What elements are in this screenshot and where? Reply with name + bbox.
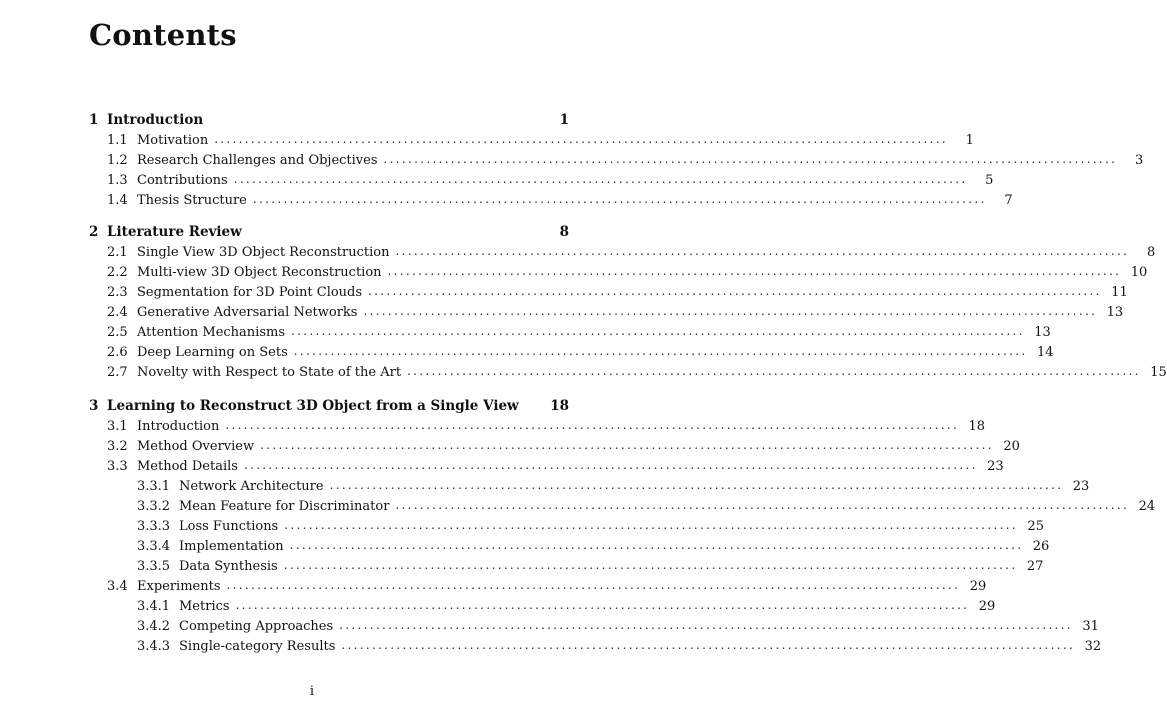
dot-leader: ........................................................................................................................: [233, 172, 968, 186]
section-title: Method Overview: [137, 439, 255, 454]
section-page: 11: [1111, 285, 1128, 300]
section-page: 18: [968, 419, 986, 434]
dot-leader: ........................................................................................................................: [289, 538, 1024, 552]
section-title: Research Challenges and Objectives: [137, 153, 378, 168]
section-page: 25: [1027, 519, 1044, 534]
chapter-title: Introduction: [107, 112, 204, 128]
section-page: 14: [1036, 345, 1054, 360]
section-number: 3.3.4: [137, 539, 171, 554]
section-page: 31: [1082, 619, 1099, 634]
dot-leader: ........................................................................................................................: [291, 324, 1025, 338]
toc-subsection[interactable]: [137, 537, 1050, 555]
toc-section[interactable]: [107, 577, 987, 595]
toc-section[interactable]: [107, 243, 1156, 261]
section-title: Experiments: [137, 579, 221, 594]
dot-leader: ........................................................................................................................: [260, 438, 994, 452]
section-number: 1.3: [107, 173, 128, 188]
section-title: Motivation: [137, 133, 209, 148]
section-title: Novelty with Respect to State of the Art: [137, 365, 402, 380]
section-page: 13: [1106, 305, 1124, 320]
dot-leader: ........................................................................................................................: [226, 578, 961, 592]
toc-section[interactable]: [107, 457, 1004, 475]
toc-section[interactable]: [107, 343, 1054, 361]
toc-subsection[interactable]: [137, 637, 1102, 655]
section-title: Introduction: [137, 419, 220, 434]
toc-subsection[interactable]: [137, 497, 1156, 515]
section-page: 23: [1072, 479, 1090, 494]
toc-subsection[interactable]: [137, 597, 996, 615]
section-number: 2.1: [107, 245, 128, 260]
section-number: 2.4: [107, 305, 128, 320]
toc-section[interactable]: [107, 283, 1128, 301]
toc-chapter[interactable]: [89, 396, 569, 414]
section-number: 3.4.3: [137, 639, 171, 654]
section-number: 2.5: [107, 325, 128, 340]
section-page: 20: [1003, 439, 1020, 454]
chapter-number: 3: [89, 398, 99, 414]
toc-subsection[interactable]: [137, 617, 1099, 635]
section-page: 3: [1134, 153, 1144, 168]
toc-section[interactable]: [107, 363, 1167, 381]
section-title: Loss Functions: [179, 519, 279, 534]
section-page: 29: [969, 579, 987, 594]
section-title: Metrics: [179, 599, 230, 614]
dot-leader: ........................................................................................................................: [235, 598, 970, 612]
section-title: Mean Feature for Discriminator: [179, 499, 390, 514]
section-page: 15: [1150, 365, 1167, 380]
page-number: i: [309, 684, 315, 699]
section-page: 29: [978, 599, 996, 614]
section-title: Multi-view 3D Object Reconstruction: [137, 265, 382, 280]
section-page: 7: [1004, 193, 1013, 208]
section-title: Attention Mechanisms: [137, 325, 285, 340]
toc-subsection[interactable]: [137, 557, 1044, 575]
toc-section[interactable]: [107, 191, 1013, 209]
section-number: 3.4.2: [137, 619, 171, 634]
section-title: Thesis Structure: [137, 193, 247, 208]
section-title: Single View 3D Object Reconstruction: [137, 245, 390, 260]
dot-leader: ........................................................................................................................: [293, 344, 1028, 358]
section-page: 24: [1138, 499, 1156, 514]
toc-section[interactable]: [107, 303, 1124, 321]
section-number: 1.4: [107, 193, 128, 208]
section-title: Method Details: [137, 459, 238, 474]
dot-leader: ........................................................................................................................: [407, 364, 1141, 378]
section-number: 3.4.1: [137, 599, 171, 614]
toc-section[interactable]: [107, 437, 1020, 455]
toc-section[interactable]: [107, 323, 1051, 341]
section-page: 13: [1034, 325, 1051, 340]
section-number: 2.6: [107, 345, 128, 360]
dot-leader: ........................................................................................................................: [341, 638, 1076, 652]
section-title: Competing Approaches: [179, 619, 334, 634]
section-page: 5: [985, 173, 994, 188]
dot-leader: ........................................................................................................................: [225, 418, 960, 432]
dot-leader: ........................................................................................................................: [387, 264, 1122, 278]
section-number: 3.3.3: [137, 519, 171, 534]
toc-section[interactable]: [107, 171, 994, 189]
dot-leader: ........................................................................................................................: [252, 192, 987, 206]
section-title: Data Synthesis: [179, 559, 278, 574]
toc-section[interactable]: [107, 131, 974, 149]
section-number: 3.2: [107, 439, 128, 454]
section-number: 3.3: [107, 459, 128, 474]
chapter-page: 1: [559, 112, 569, 128]
section-title: Segmentation for 3D Point Clouds: [137, 285, 363, 300]
section-number: 3.3.2: [137, 499, 171, 514]
section-title: Contributions: [137, 173, 228, 188]
section-number: 1.2: [107, 153, 128, 168]
section-title: Single-category Results: [179, 639, 336, 654]
dot-leader: ........................................................................................................................: [339, 618, 1073, 632]
section-title: Implementation: [179, 539, 284, 554]
dot-leader: ........................................................................................................................: [395, 244, 1130, 258]
section-number: 3.3.1: [137, 479, 171, 494]
chapter-page: 8: [559, 224, 569, 240]
chapter-title: Learning to Reconstruct 3D Object from a Single View: [107, 398, 519, 414]
chapter-number: 2: [89, 224, 99, 240]
section-number: 3.4: [107, 579, 128, 594]
section-page: 27: [1026, 559, 1044, 574]
section-number: 3.3.5: [137, 559, 171, 574]
chapter-page: 18: [550, 398, 569, 414]
section-number: 1.1: [107, 133, 128, 148]
chapter-title: Literature Review: [107, 224, 242, 240]
dot-leader: ........................................................................................................................: [243, 458, 978, 472]
toc-chapter[interactable]: [89, 110, 569, 128]
section-title: Deep Learning on Sets: [137, 345, 288, 360]
toc-section[interactable]: [107, 417, 986, 435]
dot-leader: ........................................................................................................................: [363, 304, 1098, 318]
page-title: Contents: [89, 18, 237, 52]
section-page: 26: [1032, 539, 1050, 554]
section-page: 1: [965, 133, 974, 148]
toc-section[interactable]: [107, 151, 1144, 169]
dot-leader: ........................................................................................................................: [383, 152, 1118, 166]
section-page: 8: [1146, 245, 1156, 260]
toc-subsection[interactable]: [137, 477, 1090, 495]
dot-leader: ........................................................................................................................: [214, 132, 948, 146]
section-number: 2.3: [107, 285, 128, 300]
dot-leader: ........................................................................................................................: [395, 498, 1130, 512]
dot-leader: ........................................................................................................................: [283, 558, 1018, 572]
dot-leader: ........................................................................................................................: [284, 518, 1018, 532]
toc-chapter[interactable]: [89, 222, 569, 240]
toc-subsection[interactable]: [137, 517, 1044, 535]
section-title: Generative Adversarial Networks: [137, 305, 358, 320]
toc-section[interactable]: [107, 263, 1148, 281]
section-title: Network Architecture: [179, 479, 324, 494]
dot-leader: ........................................................................................................................: [368, 284, 1102, 298]
section-number: 2.7: [107, 365, 128, 380]
section-number: 3.1: [107, 419, 128, 434]
section-page: 32: [1084, 639, 1102, 654]
section-number: 2.2: [107, 265, 128, 280]
chapter-number: 1: [89, 112, 99, 128]
section-page: 10: [1130, 265, 1148, 280]
dot-leader: ........................................................................................................................: [329, 478, 1064, 492]
section-page: 23: [987, 459, 1004, 474]
